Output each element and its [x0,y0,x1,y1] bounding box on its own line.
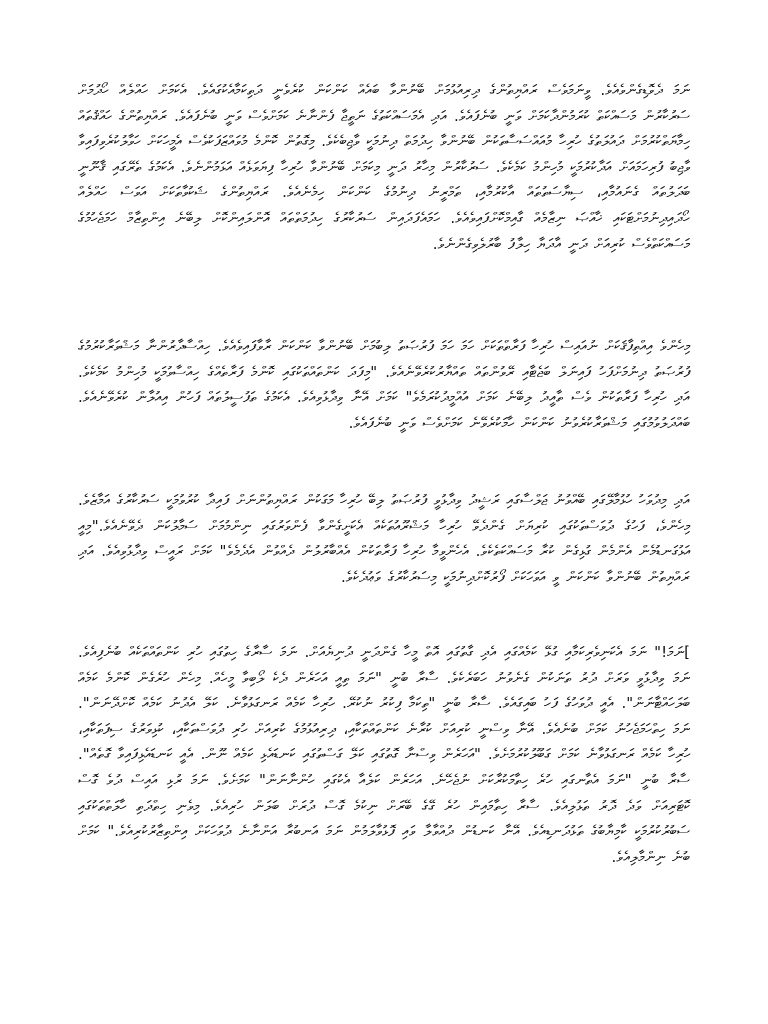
paragraph-1: ނަމަ ދެވޮޑިގެންވެއެވެ. ވީނަމަވެސް ރައްޔިތުންގެ ދިރިއުޅުމަށް ބޭނުންވާ ބައެއް ކަންކަން ކުރެވެނީ ދަތިކަމާއެކުގައެވެ. އެކަމަށް ހައްލެއް ހޯދުމަށް ސަރުކާރުން މަސައްކަތް ކުރަމުންދާކަމަށް ވަނީ ބުނެފައެވެ. އަދި އެމަސައްކަތުގެ ނަތީޖާ ފެންނާނެ ކަމަށްވެސް ވަނީ ބުނެފައެވެ. ރައްޔިތުންގެ ހައްޤުތައް ހިމާޔަތްކުރުމަށް ދައުލަތުގެ ހުރިހާ މުއައްސަސާތަކުން ބޭނުންވާ ހިދުމަތް ދިނުމަކީ ވާޖިބެކެވެ. މިގޮތުން ކޮންމެ މުވައްޒަފަކުވެސް އެމީހަކަށް ހަވާލުކުރެވިފައިވާ ވާޖިބު ފުރިހަމައަށް އަދާކުރުމަކީ މުހިންމު ކަމެކެވެ. ސަރުކާރުން މިހާރު ދަނީ މިކަމަށް ބޭނުންވާ ހުރިހާ ފިޔަވަޅެއް އަޅަމުންނެވެ. އެކަމުގެ ތެރޭގައި ޤާނޫނީ ބަދަލުތައް ގެނައުމާއި، ސިޔާސަތުތައް އާކުރުމާއި، ތަމްރީނު ދިނުމުގެ ކަންކަން ހިމެނެއެވެ. ރައްޔިތުންގެ ޝަކުވާތަކަށް އަވަސް ހައްލެއް ހޯދައިދިނުމަށްޓަކައި ޚާއްޞަ ނިޒާމެއް ގާއިމްކޮށްފައިވެއެވެ. ހަމައެފަދައިން ސަރުކާރުގެ ހިދުމަތްތައް އޮންލައިންކޮށް ލިބޭނެ އިންތިޒާމް ހަމަޖެހުމުގެ މަސައްކަތްވެސް ކުރިއަށް ދަނީ އާދަޔާ ހިލާފު ބާރުލެވިގެންނެވެ. [78,81,690,253]
paragraph-4: ]ނަމަ!" ނަމަ އެކަނިވެރިކަމާއި ގުޅޭ ކަމެއްގައި އެދި ގާތުގައި އޮތް މީހާ ގެންދަނީ ދުނިޔެއަށް. ނަމަ ސާރާގެ ހިތުގައި ހުރި ކަންތައްތަކެއް ބުނެފިއެވެ. ނަމަ ވިދާޅުވީ ވަރަށް ދުރު ތަނަކުން ގެނެވުނު ހަބަރެކެވެ. ސާރާ ބުނީ "ނަމަ ތިއީ އަހަރެން ދެކެ ލޯބިވާ މީހެއް. މިހެން ހުރެގެން ކޮންމެ ކަމެއް ބަލަހައްޓާނަން". އެއީ ދުވަހުގެ ފަހު ބައިގައެވެ. ސާރާ ބުނީ "ތިކަމާ ފިކުރު ނުކުރޭ. ހުރިހާ ކަމެއް ރަނގަޅުވާނެ. ކަލޭ އެދުނު ކަމެއް ކޮށްދޭނަން". ނަމަ ހިތްހަމަޖެހުނު ކަމަށް ބުނެއެވެ. އޭނާ ވިސްނީ ކުރިއަށް ކުރާނެ ކަންތައްތަކާއި، ދިރިއުޅުމުގެ ކުރިއަށް ހުރި ދުވަސްތަކާއި، ކުޅިވަރުގެ ސިފަތަކާއި، ހުރިހާ ކަމެއް ރަނގަޅުވާނެ ކަމަށް ގަބޫލުކުރުމަށެވެ. "އަހަރެން ވިސްނާ ގޮތުގައި ކަލޭ ގަސްތުގައި ކަނޑައެޅި ކަމެއް ނޫން. އެއީ ކަނޑައެޅިފައިވާ ގޮތެއް". ސާރާ ބުނީ "ނަމަ އެތާނގައި ހުރެ ހިތާމަކުރާކަށް ނުޖެހޭނެ. އަހަރެން ކަލެއާ އެކުގައި ހުންނާނަން" ކަމަށެވެ. ނަމަ ރުޅި އައިސް ދުވެ ގޮސް ކޮޓަރިއަށް ވަދެ ދޮރު ތަޅުލިއެވެ. ސާރާ ހިތާމައިން ހުރެ ގޭގެ ބޭރަށް ނިކުމެ ގޮސް ދުރަށް ބަލަން ހުރިއެވެ. މިވެނި ހިތްދަތި ހާލަތްތަކުގައި ސަބުރުކުރުމަކީ ކާމިޔާބުގެ ތަޅުދަނޑިއެވެ. އޭނާ ކަނޑުން ދުއްވާލާ ވައި ފޮޅުވާލަމުން ނަމަ އަނބުރާ އަންނާނެ ދުވަހަކަށް އިންތިޒާރުކުރިއެވެ." ކަމަށް ބުނެ ނިންމާލިއެވެ. [78,643,690,866]
paragraph-2: މިހެންވެ އިއްތިފާޤަކަށް ނުއައިސް ހުރިހާ ފަރާތްތަކަށް ހަމަ ހަމަ ފުރުޞަތު ލިބުމަށް ބޭނުންވާ ކަންކަން ރާވާފައިވެއެވެ. ހިއްސާދާރުންނާ މަޝްވަރާކުރުމުގެ ފުރުޞަތު ދިނުމަށްފަހު ފައިނަލް ބަޖެޓާއި ރޭވުންތައް ތައްޔާރުކުރެވޭނެއެވެ. "މިފަދަ ކަންތައްތަކުގައި ކޮންމެ ފަރާތެއްގެ ހިއްސާވުމަކީ މުހިންމު ކަމެކެވެ. އަދި ހުރިހާ ފަރާތަކުން ވެސް ތާއީދު ލިބޭނެ ކަމަށް އުއްމީދުކުރަމެވެ" ކަމަށް އޭނާ ވިދާޅުވިއެވެ. އެކަމުގެ ތަފުސީލުތައް ފަހުން އިއުލާން ކުރެވޭނެއެވެ. ބައްދަލުވުމުގައި މަޝްވަރާކުރެވުނު ކަންކަން ހާމަކުރެވޭނެ ކަމަށްވެސް ވަނީ ބުނެފައެވެ. [78,337,690,432]
document-page [78,78,690,958]
paragraph-3: އަދި މިދުވަހު ހުޅުމާލޭގައި ބޭއްވުނު ޖަލްސާގައި ރަޝީދު ވިދާޅުވީ ފުރުޞަތު ލިބޭ ހުރިހާ މަގަކުން ރައްޔިތުންނަށް ފައިދާ ކުރުވުމަކީ ސަރުކާރުގެ އަމާޒެވެ. މިހެންވެ، ފަހުގެ ދުވަސްތަކުގައި ކުރިޔަށް ގެންދެވޭ ހުރިހާ މަޝްރޫއުތަކެއް އެކަށީގެންވާ ފެންވަރުގައި ނިންމުމަށް ސަމާލުކަން ދެވޭނެއެވެ."މިއީ އަޅުގަނޑުމެން އެންމެން ގުޅިގެން ކުރާ މަސައްކަތެކެވެ. އެހެންވީމާ ހުރިހާ ފަރާތަކުން އެއްބާރުލުން ދެއްވުން އެދެމެވެ" ކަމަށް ރައީސް ވިދާޅުވިއެވެ. އަދި ރައްޔިތުން ބޭނުންވާ ކަންކަން ވީ އަވަހަކަށް ފޯރުކޮށްދިނުމަކީ މިސަރުކާރުގެ ވަޢުދެކެވެ. [78,491,690,586]
